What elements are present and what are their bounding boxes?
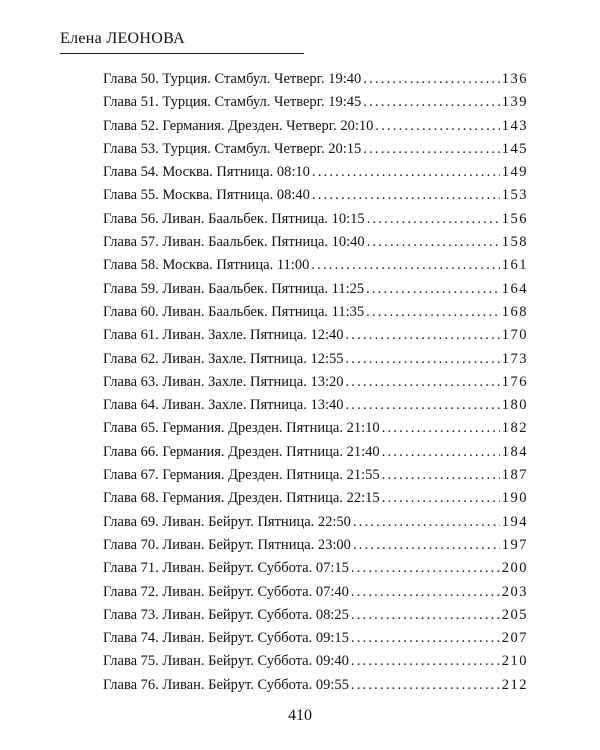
toc-entry-title: Глава 50. Турция. Стамбул. Четверг. 19:40 xyxy=(103,71,362,87)
toc-entry-title: Глава 53. Турция. Стамбул. Четверг. 20:15 xyxy=(103,140,362,157)
toc-entry-page: 207 xyxy=(501,630,528,647)
toc-entry xyxy=(103,257,528,280)
toc-entry-title: Глава 54. Москва. Пятница. 08:10 xyxy=(103,164,310,181)
toc-entry-page: 203 xyxy=(501,583,528,600)
toc-entry-page: 182 xyxy=(501,420,528,437)
toc-dot-leader xyxy=(351,653,500,670)
toc-entry-title: Глава 60. Ливан. Баальбек. Пятница. 11:35 xyxy=(103,303,365,320)
toc-entry-page: 190 xyxy=(501,490,528,507)
toc-entry-title: Глава 63. Ливан. Захле. Пятница. 13:20 xyxy=(103,373,344,390)
toc-entry-title: Глава 55. Москва. Пятница. 08:40 xyxy=(103,187,310,204)
toc-entry xyxy=(103,118,528,141)
running-head-rule xyxy=(60,53,304,54)
toc-entry-title: Глава 56. Ливан. Баальбек. Пятница. 10:15 xyxy=(103,210,365,227)
running-head: Елена ЛЕОНОВА xyxy=(60,30,185,47)
toc-entry-title: Глава 74. Ливан. Бейрут. Суббота. 09:15 xyxy=(103,630,349,647)
toc-entry-page: 153 xyxy=(501,187,528,204)
toc-dot-leader xyxy=(382,444,500,461)
toc-entry xyxy=(103,187,528,210)
toc-entry-title: Глава 52. Германия. Дрезден. Четверг. 20:10 xyxy=(103,117,374,134)
toc-dot-leader xyxy=(311,257,499,274)
toc-entry-page: 197 xyxy=(501,536,528,553)
toc-dot-leader xyxy=(351,630,500,647)
toc-entry-title: Глава 69. Ливан. Бейрут. Пятница. 22:50 xyxy=(103,513,351,530)
toc-entry xyxy=(103,630,528,653)
toc-dot-leader xyxy=(366,304,500,321)
toc-entry xyxy=(103,164,528,187)
toc-entry-page: 164 xyxy=(501,280,528,297)
toc-dot-leader xyxy=(345,327,499,344)
toc-entry xyxy=(103,304,528,327)
toc-entry xyxy=(103,94,528,117)
toc-entry-title: Глава 75. Ливан. Бейрут. Суббота. 09:40 xyxy=(103,653,349,670)
toc-entry-page: 139 xyxy=(501,94,528,111)
toc-entry xyxy=(103,607,528,630)
toc-entry-page: 187 xyxy=(501,467,528,484)
toc-dot-leader xyxy=(312,164,500,181)
toc-entry xyxy=(103,467,528,490)
toc-entry-page: 170 xyxy=(501,327,528,344)
toc-dot-leader xyxy=(363,71,499,88)
toc-entry-page: 158 xyxy=(501,234,528,251)
toc-entry xyxy=(103,514,528,537)
toc-entry xyxy=(103,374,528,397)
toc-dot-leader xyxy=(363,141,499,158)
toc-entry-page: 149 xyxy=(501,164,528,181)
toc-entry-page: 143 xyxy=(501,117,528,134)
toc-dot-leader xyxy=(351,677,500,694)
toc-dot-leader xyxy=(312,187,500,204)
toc-dot-leader xyxy=(345,351,499,368)
toc-entry-title: Глава 76. Ливан. Бейрут. Суббота. 09:55 xyxy=(103,676,349,693)
toc-entry xyxy=(103,351,528,374)
toc-entry-page: 161 xyxy=(501,257,528,274)
toc-entry-page: 212 xyxy=(501,676,528,693)
toc-entry-title: Глава 72. Ливан. Бейрут. Суббота. 07:40 xyxy=(103,583,349,600)
toc-entry-title: Глава 67. Германия. Дрезден. Пятница. 21:55 xyxy=(103,467,380,484)
toc-entry xyxy=(103,397,528,420)
toc-entry-page: 194 xyxy=(501,513,528,530)
toc-entry-title: Глава 73. Ливан. Бейрут. Суббота. 08:25 xyxy=(103,606,349,623)
toc-entry xyxy=(103,211,528,234)
toc-dot-leader xyxy=(363,94,499,111)
toc-entry-page: 176 xyxy=(501,373,528,390)
toc-dot-leader xyxy=(366,281,500,298)
toc-entry-title: Глава 65. Германия. Дрезден. Пятница. 21:10 xyxy=(103,420,380,437)
toc-entry-title: Глава 59. Ливан. Баальбек. Пятница. 11:25 xyxy=(103,280,365,297)
toc-dot-leader xyxy=(345,397,499,414)
toc-dot-leader xyxy=(351,560,500,577)
toc-dot-leader xyxy=(351,607,500,624)
page-number: 410 xyxy=(288,707,312,724)
toc-dot-leader xyxy=(353,514,500,531)
toc-entry-page: 184 xyxy=(501,443,528,460)
toc-entry xyxy=(103,560,528,583)
toc-entry-page: 200 xyxy=(501,560,528,577)
toc-entry xyxy=(103,584,528,607)
toc-entry-title: Глава 61. Ливан. Захле. Пятница. 12:40 xyxy=(103,327,344,344)
table-of-contents xyxy=(103,71,528,700)
toc-entry xyxy=(103,444,528,467)
toc-dot-leader xyxy=(367,234,500,251)
toc-dot-leader xyxy=(382,490,500,507)
toc-entry xyxy=(103,653,528,676)
toc-entry-page: 205 xyxy=(501,606,528,623)
toc-entry xyxy=(103,490,528,513)
toc-dot-leader xyxy=(345,374,499,391)
toc-entry-title: Глава 58. Москва. Пятница. 11:00 xyxy=(103,257,310,274)
toc-entry-page: 180 xyxy=(501,397,528,414)
toc-entry-page: 168 xyxy=(501,303,528,320)
toc-entry xyxy=(103,234,528,257)
toc-entry-title: Глава 68. Германия. Дрезден. Пятница. 22:15 xyxy=(103,490,380,507)
toc-entry xyxy=(103,677,528,700)
toc-entry-page: 210 xyxy=(501,653,528,670)
toc-entry-title: Глава 70. Ливан. Бейрут. Пятница. 23:00 xyxy=(103,536,351,553)
toc-entry xyxy=(103,420,528,443)
toc-entry xyxy=(103,327,528,350)
toc-entry-page: 156 xyxy=(501,210,528,227)
toc-dot-leader xyxy=(351,584,500,601)
toc-entry-page: 136 xyxy=(501,71,528,87)
toc-entry-title: Глава 71. Ливан. Бейрут. Суббота. 07:15 xyxy=(103,560,349,577)
toc-entry-page: 173 xyxy=(501,350,528,367)
toc-entry-title: Глава 64. Ливан. Захле. Пятница. 13:40 xyxy=(103,397,344,414)
toc-dot-leader xyxy=(375,118,499,135)
toc-entry-title: Глава 62. Ливан. Захле. Пятница. 12:55 xyxy=(103,350,344,367)
toc-dot-leader xyxy=(353,537,500,554)
toc-dot-leader xyxy=(367,211,500,228)
toc-entry xyxy=(103,281,528,304)
toc-entry-page: 145 xyxy=(501,140,528,157)
toc-entry-title: Глава 51. Турция. Стамбул. Четверг. 19:45 xyxy=(103,94,362,111)
toc-dot-leader xyxy=(382,420,500,437)
toc-entry xyxy=(103,537,528,560)
toc-entry-title: Глава 57. Ливан. Баальбек. Пятница. 10:40 xyxy=(103,234,365,251)
toc-entry-title: Глава 66. Германия. Дрезден. Пятница. 21:40 xyxy=(103,443,380,460)
toc-dot-leader xyxy=(382,467,500,484)
toc-entry xyxy=(103,71,528,94)
toc-entry xyxy=(103,141,528,164)
